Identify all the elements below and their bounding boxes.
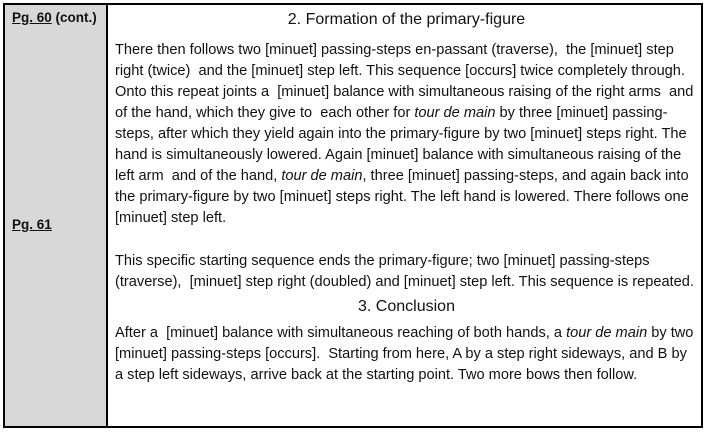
section-heading-conclusion: 3. Conclusion bbox=[358, 298, 455, 315]
page-reference-column bbox=[5, 5, 108, 426]
content-column bbox=[108, 5, 701, 426]
paragraph-starting-sequence: This specific starting sequence ends the primary-figure; two [minuet] passing-steps (traverse), [minuet] step right (doubled) and [minuet] step left. This sequence is repeated. bbox=[115, 253, 694, 290]
paragraph-conclusion: After a [minuet] balance with simultaneous reaching of both hands, a tour de main by two [minuet] passing-steps [occurs]. Starting from here, A by a step right sideways, and B by a step left sideways, arrive back at the starting point. Two more bows then follow. bbox=[115, 325, 698, 383]
section-heading-formation: 2. Formation of the primary-figure bbox=[287, 11, 526, 28]
page-ref-60: Pg. 60 (cont.) bbox=[12, 10, 97, 25]
document-table bbox=[3, 3, 703, 428]
page-ref-61: Pg. 61 bbox=[12, 217, 52, 232]
paragraph-primary-figure: There then follows two [minuet] passing-steps en-passant (traverse), the [minuet] step right (twice) and the [minuet] step left. This sequence [occurs] twice completely through. Onto this repeat joints a [minuet] balance with simultaneous raising of the right arms and of the hand, which they give to each other for tour de main by three [minuet] passing-steps, after which they yield again into the primary-figure by two [minuet] steps right. The hand is simultaneously lowered. Again [minuet] balance with simultaneous raising of the left arm and of the hand, tour de main, three [minuet] passing-steps, and again back into the primary-figure by two [minuet] steps right. The left hand is lowered. There follows one [minuet] step left. bbox=[115, 42, 698, 226]
